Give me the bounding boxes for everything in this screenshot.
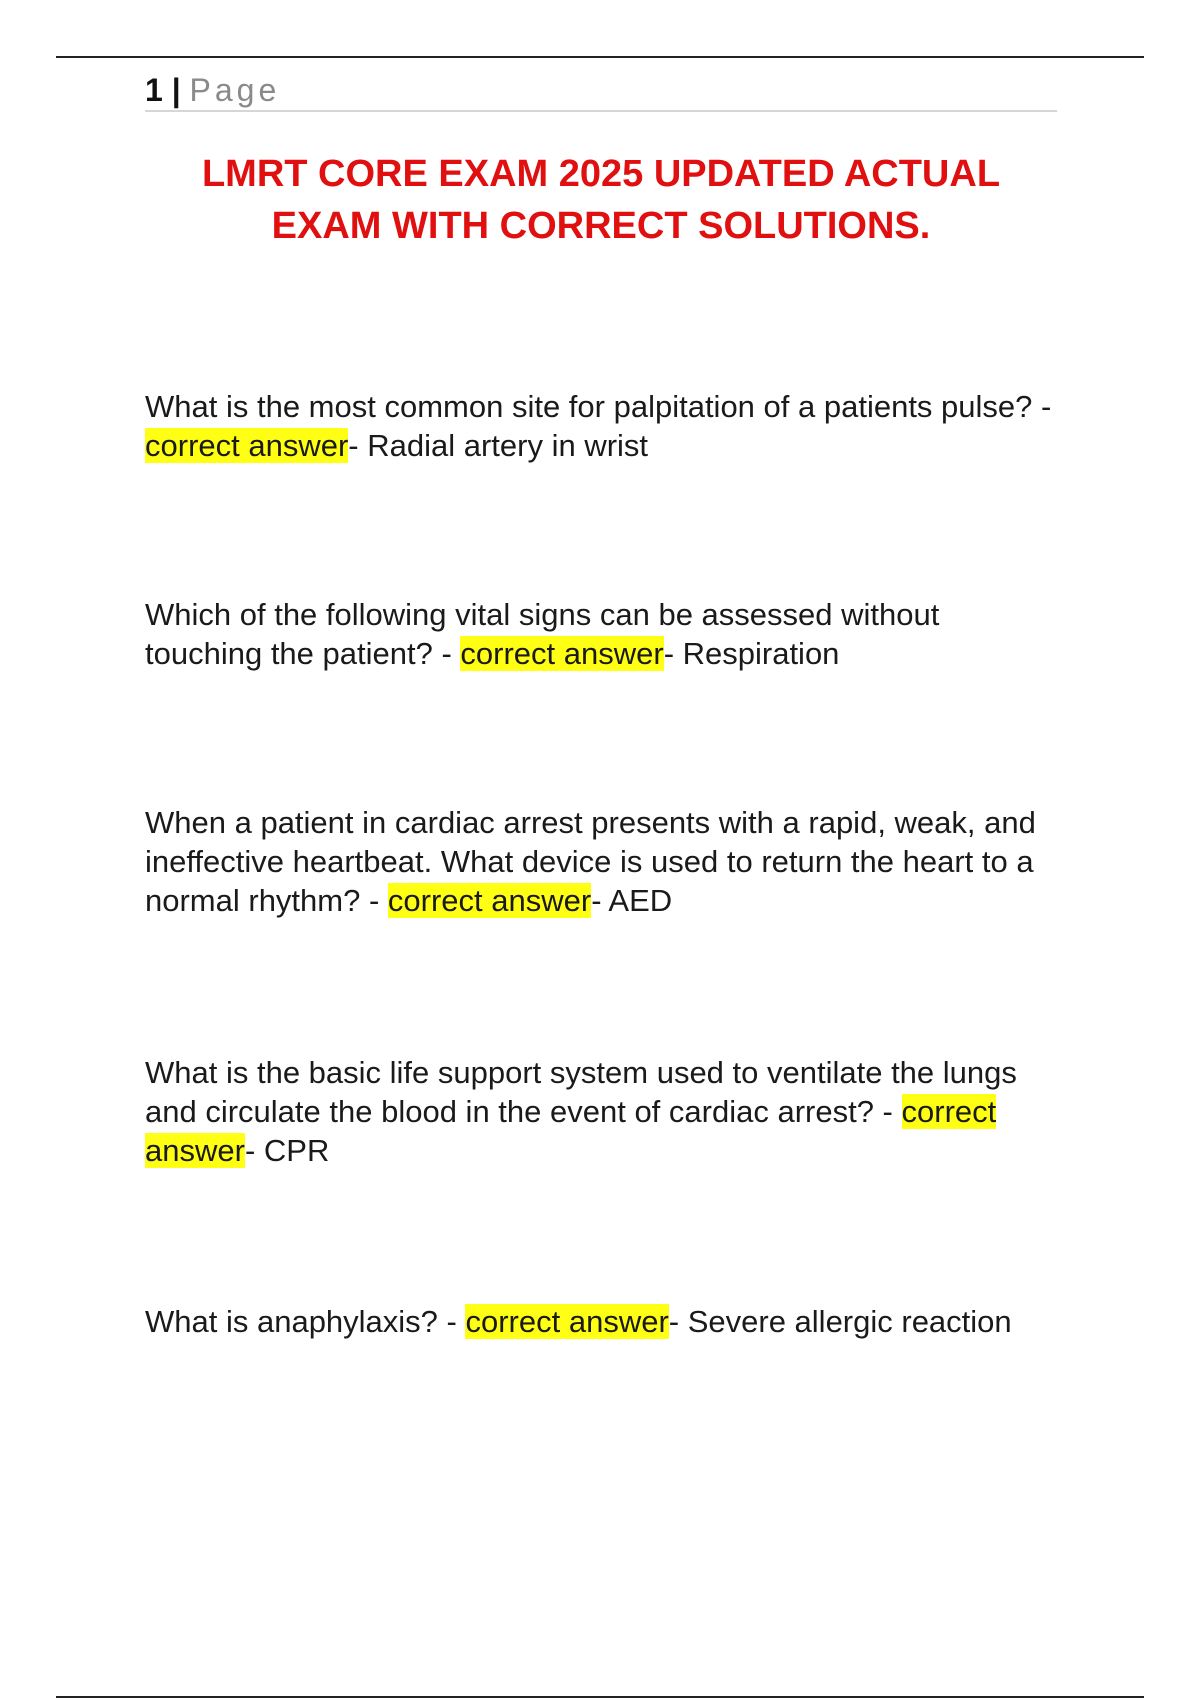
qa-item-2 <box>145 595 1065 673</box>
question-text: Which of the following vital signs can be assessed without touching the patient? - <box>145 597 940 671</box>
qa-item-3 <box>145 803 1065 920</box>
answer-text: - Respiration <box>663 636 840 671</box>
page-number: 1 <box>145 72 163 108</box>
answer-text: - Radial artery in wrist <box>348 428 649 463</box>
correct-answer-marker: correct answer <box>145 428 349 463</box>
top-rule <box>56 56 1144 58</box>
page-label: Page <box>189 72 281 108</box>
correct-answer-marker: correct answer <box>460 636 664 671</box>
answer-text: - AED <box>591 883 673 918</box>
page-separator: | <box>171 72 181 108</box>
page-header <box>145 70 1057 112</box>
answer-text: - Severe allergic reaction <box>668 1304 1012 1339</box>
answer-text: - CPR <box>244 1133 330 1168</box>
bottom-rule <box>56 1696 1144 1698</box>
correct-answer-marker: correct answer <box>145 1094 997 1168</box>
qa-item-1 <box>145 387 1065 465</box>
qa-item-4 <box>145 1053 1065 1170</box>
question-text: What is the most common site for palpitation of a patients pulse? - <box>145 389 1052 424</box>
correct-answer-marker: correct answer <box>465 1304 669 1339</box>
question-text: What is anaphylaxis? - <box>145 1304 466 1339</box>
correct-answer-marker: correct answer <box>387 883 592 918</box>
question-text: When a patient in cardiac arrest presents with a rapid, weak, and ineffective heartbeat. What device is used to return the heart to a normal rhythm? - <box>145 805 1036 918</box>
qa-item-5 <box>145 1302 1065 1341</box>
question-text: What is the basic life support system used to ventilate the lungs and circulate the blood in the event of cardiac arrest? - <box>145 1055 1017 1129</box>
document-title: LMRT CORE EXAM 2025 UPDATED ACTUAL EXAM WITH CORRECT SOLUTIONS. <box>201 153 1001 247</box>
